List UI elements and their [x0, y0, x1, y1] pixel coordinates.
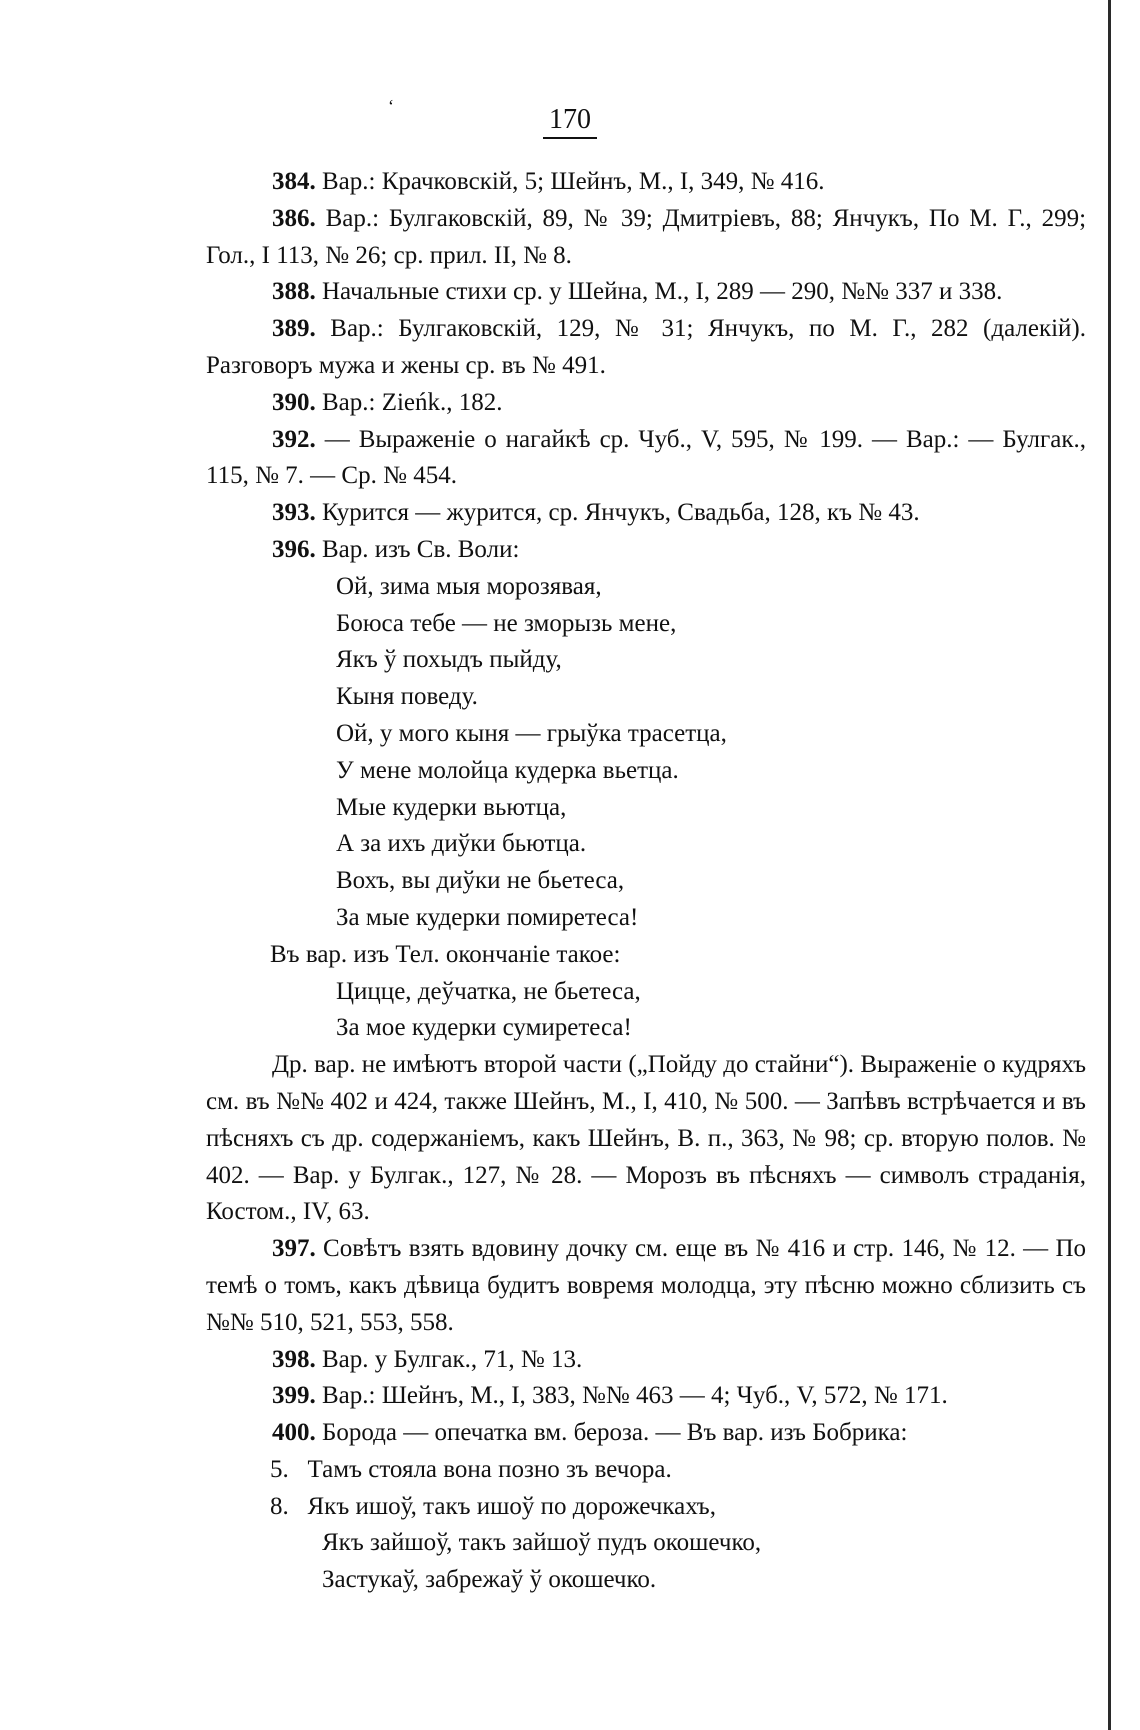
entry-397 [206, 1231, 1086, 1341]
entry-386 [206, 201, 1086, 275]
verse-line: Вохъ, вы диўки не бьетеса, [336, 867, 625, 895]
verse-line: Кыня поведу. [336, 683, 478, 711]
entry-number: 386. [272, 204, 316, 232]
entry-399 [206, 1378, 1086, 1415]
entry-text: Вар.: Булгаковскій, 89, № 39; Дмитріевъ, 88; Янчукъ, По М. Г., 299; Гол., I 113, № 26; ср. прил. II, № 8. [206, 204, 1087, 269]
entry-text: Борода — опечатка вм. бероза. — Въ вар. изъ Бобрика: [322, 1419, 908, 1447]
verse-line: За мые кудерки помиретеса! [336, 903, 639, 931]
entry-text: Вар.: Булгаковскій, 129, № 31; Янчукъ, по М. Г., 282 (далекій). Разговоръ мужа и жены ср. въ № 491. [206, 315, 1087, 379]
line-text: Тамъ стояла вона позно зъ вечора. [307, 1455, 672, 1483]
entry-number: 384. [272, 168, 316, 195]
entry-text: Курится — журится, ср. Янчукъ, Свадьба, 128, къ № 43. [322, 499, 920, 527]
verse-line: У мене молойца кудерка вьетца. [336, 756, 679, 784]
entry-number: 396. [272, 535, 316, 563]
entry-text: Вар.: Шейнъ, М., I, 383, №№ 463 — 4; Чуб., V, 572, № 171. [322, 1382, 948, 1410]
entry-392 [206, 422, 1086, 496]
page-number-text: 170 [543, 104, 597, 139]
entry-390 [206, 385, 1086, 422]
entry-398 [206, 1342, 1086, 1379]
bobrik-line: Якъ зайшоў, такъ зайшоў пудъ окошечко, [322, 1529, 762, 1557]
entry-number: 392. [272, 425, 316, 453]
entry-number: 397. [272, 1235, 316, 1263]
verse-line: А за ихъ диўки бьютца. [336, 830, 587, 858]
verse-line: Боюса тебе — не зморызь мене, [336, 609, 677, 637]
entry-393 [206, 495, 1086, 532]
entry-388 [206, 274, 1086, 311]
entry-text: Вар. у Булгак., 71, № 13. [322, 1345, 583, 1373]
entry-number: 398. [272, 1345, 316, 1373]
entry-400 [206, 1415, 1086, 1452]
verse-line: Мые кудерки вьютца, [336, 793, 567, 821]
entry-text: Вар. изъ Св. Воли: [322, 535, 520, 563]
scan-edge-line [1108, 0, 1111, 1730]
notes-body [206, 164, 1086, 1599]
entry-text: Вар.: Zieńk., 182. [322, 388, 503, 416]
verse-line: За мое кудерки сумиретеса! [336, 1014, 632, 1042]
entry-number: 400. [272, 1419, 316, 1447]
entry-text: — Выраженіе о нагайкѣ ср. Чуб., V, 595, № 199. — Вар.: — Булгак., 115, № 7. — Ср. № 454. [206, 425, 1087, 490]
verse-line: Ой, зима мыя морозявая, [336, 572, 602, 600]
tel-variant-intro: Въ вар. изъ Тел. окончаніе такое: [270, 940, 621, 968]
bobrik-line: Застукаў, забрежаў ў окошечко. [322, 1566, 657, 1594]
entry-number: 390. [272, 388, 316, 416]
entry-number: 388. [272, 278, 316, 306]
page-number [0, 104, 1140, 136]
entry-number: 389. [272, 315, 316, 343]
line-number: 5. [270, 1455, 289, 1483]
entry-389 [206, 311, 1086, 385]
line-number: 8. [270, 1492, 289, 1520]
bobrik-line [206, 1452, 1086, 1489]
verse-line: Цицце, деўчатка, не бьетеса, [336, 977, 641, 1005]
entry-396 [206, 532, 1086, 569]
verse-line: Якъ ў похыдъ пыйду, [336, 646, 562, 674]
entry-text: Совѣтъ взять вдовину дочку см. еще въ № 416 и стр. 146, № 12. — По темѣ о томъ, какъ дѣвица будитъ вовремя молодца, эту пѣсню можно сблизить съ №№ 510, 521, 553, 558. [206, 1235, 1086, 1336]
verse-line: Ой, у мого кыня — грыўка трасетца, [336, 719, 727, 747]
entry-384 [206, 164, 1086, 201]
entry-number: 399. [272, 1382, 316, 1410]
line-text: Якъ ишоў, такъ ишоў по дорожечкахъ, [307, 1492, 716, 1520]
entry-text: Вар.: Крачковскій, 5; Шейнъ, М., I, 349, № 416. [322, 168, 825, 195]
entry-number: 393. [272, 499, 316, 527]
bobrik-line [206, 1489, 1086, 1526]
stray-mark: ‘ [388, 96, 394, 116]
other-variants-paragraph: Др. вар. не имѣютъ второй части („Пойду до стайни“). Выраженіе о кудряхъ см. въ №№ 402 и 424, также Шейнъ, М., I, 410, № 500. — Запѣвъ встрѣчается и въ пѣсняхъ съ др. содержаніемъ, какъ Шейнъ, В. п., 363, № 98; ср. вторую полов. № 402. — Вар. у Булгак., 127, № 28. — Морозъ въ пѣсняхъ — символъ страданія, Костом., IV, 63. [206, 1051, 1086, 1226]
entry-text: Начальные стихи ср. у Шейна, М., I, 289 — 290, №№ 337 и 338. [322, 278, 1003, 306]
